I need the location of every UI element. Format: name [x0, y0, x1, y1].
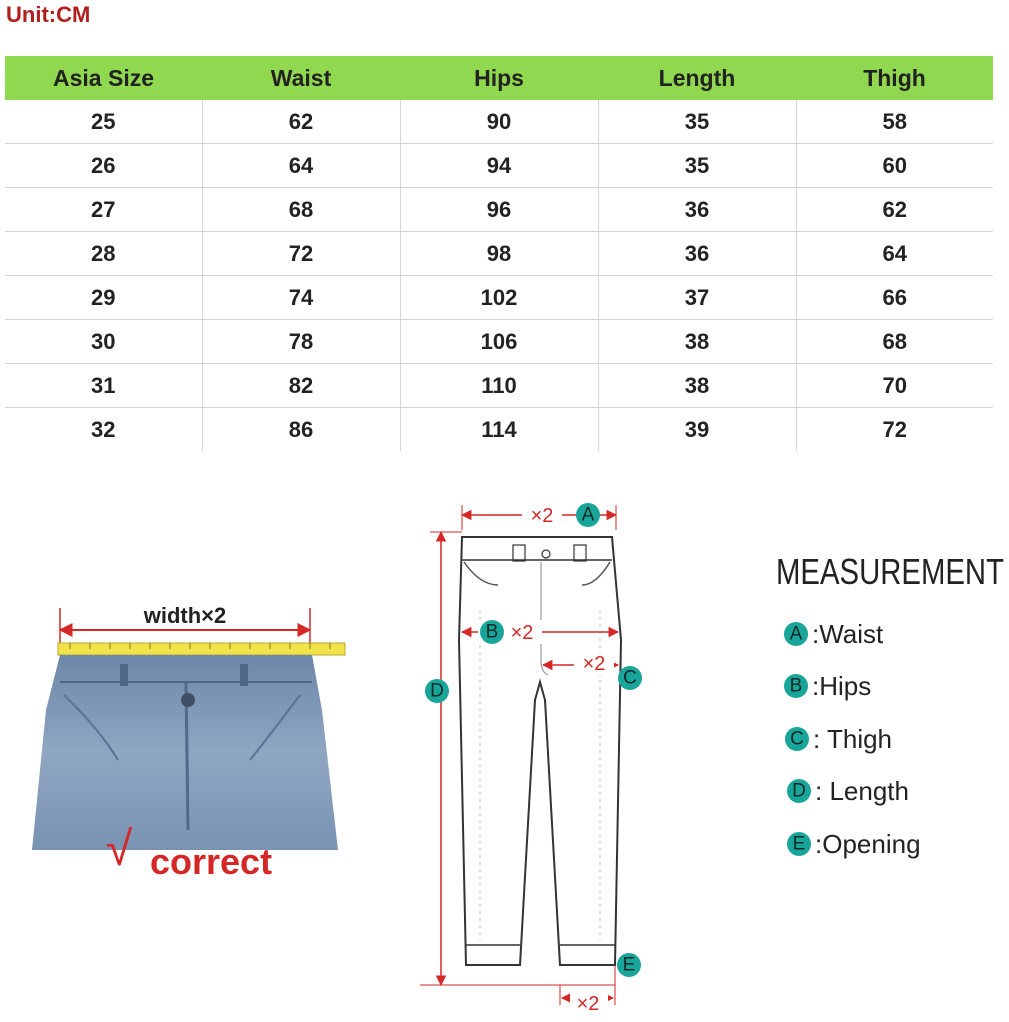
cell-length: 39 — [598, 408, 796, 452]
legend-opening: :Opening — [815, 829, 921, 859]
cell-hips: 110 — [400, 364, 598, 408]
header-thigh: Thigh — [796, 56, 993, 100]
hips-times-two: ×2 — [510, 622, 534, 644]
cell-size: 26 — [5, 144, 202, 188]
header-length: Length — [598, 56, 796, 100]
cell-hips: 90 — [400, 100, 598, 144]
legend-thigh: : Thigh — [813, 724, 893, 754]
cell-thigh: 58 — [796, 100, 993, 144]
cell-hips: 96 — [400, 188, 598, 232]
cell-size: 25 — [5, 100, 202, 144]
legend-a-letter: A — [789, 623, 803, 645]
cell-length: 36 — [598, 232, 796, 276]
measurement-figure — [0, 460, 1009, 1022]
cell-size: 32 — [5, 408, 202, 452]
cell-hips: 94 — [400, 144, 598, 188]
cell-waist: 64 — [202, 144, 400, 188]
header-hips: Hips — [400, 56, 598, 100]
cell-size: 31 — [5, 364, 202, 408]
cell-hips: 102 — [400, 276, 598, 320]
pants-diagram — [420, 503, 642, 1015]
header-asia-size: Asia Size — [5, 56, 202, 100]
cell-thigh: 68 — [796, 320, 993, 364]
cell-size: 27 — [5, 188, 202, 232]
cell-thigh: 72 — [882, 416, 907, 442]
marker-c-label: C — [623, 667, 637, 689]
table-row — [5, 408, 993, 452]
cell-hips: 98 — [400, 232, 598, 276]
pants-outline — [459, 537, 621, 965]
legend-title: MEASUREMENT — [776, 551, 1004, 592]
cell-length: 38 — [598, 364, 796, 408]
cell-size: 30 — [5, 320, 202, 364]
cell-length: 35 — [598, 144, 796, 188]
cell-waist: 86 — [202, 408, 400, 452]
cell-length: 38 — [598, 320, 796, 364]
legend-waist: :Waist — [812, 619, 884, 649]
header-waist: Waist — [202, 56, 400, 100]
waist-times-two: ×2 — [530, 505, 554, 527]
cell-hips: 106 — [400, 320, 598, 364]
cell-thigh: 60 — [796, 144, 993, 188]
legend-b-letter: B — [789, 675, 803, 697]
cell-length: 37 — [598, 276, 796, 320]
cell-waist: 74 — [202, 276, 400, 320]
table-row — [5, 320, 993, 364]
jeans-photo — [32, 603, 345, 882]
width-label: width×2 — [143, 603, 227, 628]
cell-thigh: 62 — [796, 188, 993, 232]
unit-label: Unit:CM — [6, 2, 91, 27]
size-chart-table — [5, 56, 993, 451]
legend-e-letter: E — [792, 833, 806, 855]
table-row — [5, 100, 993, 144]
marker-e-label: E — [622, 954, 636, 976]
cell-size: 29 — [5, 276, 202, 320]
cell-thigh: 66 — [796, 276, 993, 320]
tape-measure — [58, 643, 345, 655]
table-row — [5, 276, 993, 320]
cell-length: 35 — [598, 100, 796, 144]
correct-label: correct — [150, 841, 273, 882]
cell-thigh: 70 — [796, 364, 993, 408]
marker-a-label: A — [581, 504, 595, 526]
marker-b-label: B — [485, 621, 499, 643]
legend-length: : Length — [815, 776, 909, 806]
cell-waist: 72 — [202, 232, 400, 276]
opening-times-two: ×2 — [576, 993, 600, 1015]
marker-d-label: D — [430, 680, 444, 702]
table-row — [5, 364, 993, 408]
thigh-times-two: ×2 — [582, 653, 606, 675]
table-row — [5, 232, 993, 276]
cell-hips: 114 — [400, 408, 598, 452]
table-header-row — [5, 56, 993, 100]
cell-length: 36 — [598, 188, 796, 232]
cell-waist: 78 — [202, 320, 400, 364]
cell-waist: 68 — [202, 188, 400, 232]
table-row — [5, 144, 993, 188]
legend-hips: :Hips — [812, 671, 872, 701]
cell-thigh: 64 — [796, 232, 993, 276]
table-row — [5, 188, 993, 232]
cell-waist: 62 — [202, 100, 400, 144]
cell-waist: 82 — [202, 364, 400, 408]
cell-size: 28 — [5, 232, 202, 276]
check-mark: √ — [106, 823, 133, 876]
legend-d-letter: D — [792, 780, 806, 802]
legend-c-letter: C — [790, 728, 804, 750]
measurement-legend — [776, 551, 1004, 859]
